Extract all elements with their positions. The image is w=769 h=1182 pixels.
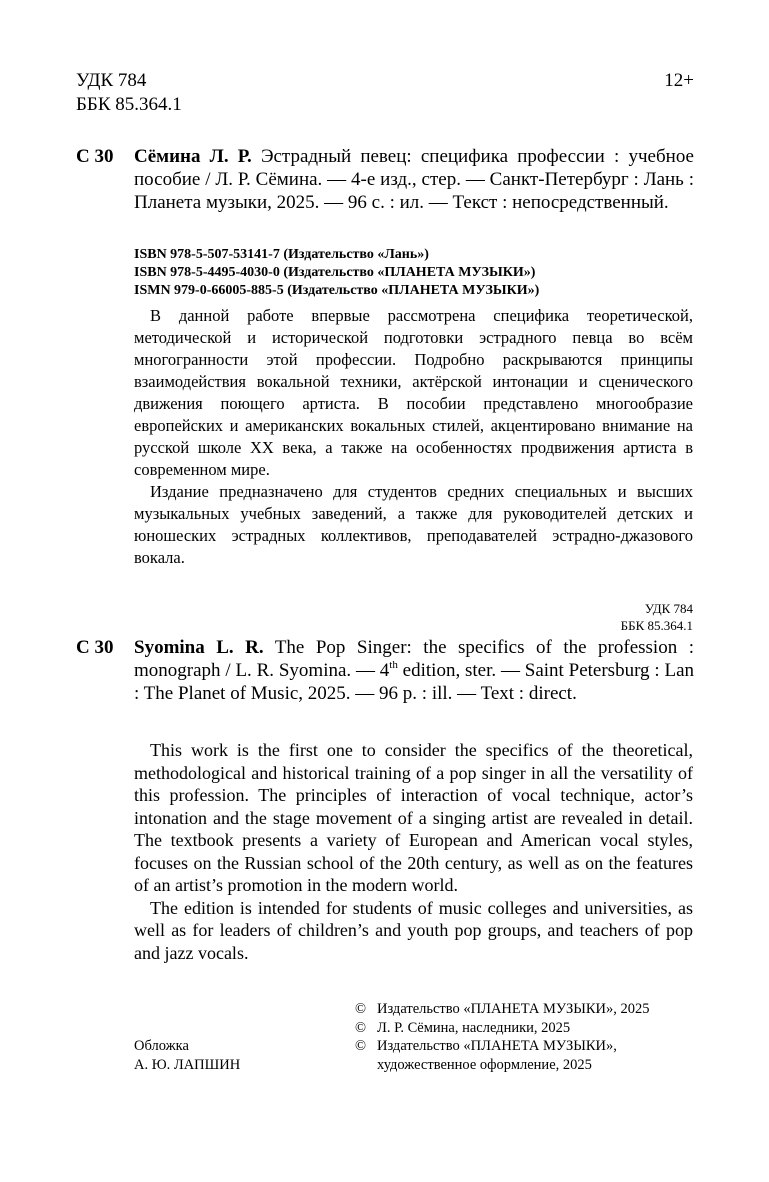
en-bibliographic-entry bbox=[134, 636, 694, 705]
isbn-planeta: ISBN 978-5-4495-4030-0 (Издательство «ПЛАНЕТА МУЗЫКИ») bbox=[134, 265, 536, 280]
copyright-continuation: художественное оформление, 2025 bbox=[377, 1056, 592, 1073]
header-udk: УДК 784 bbox=[76, 70, 147, 91]
copyright-line bbox=[355, 1000, 695, 1019]
copyright-line bbox=[355, 1037, 695, 1056]
copyright-text: Л. Р. Сёмина, наследники, 2025 bbox=[377, 1019, 571, 1036]
edition-superscript: th bbox=[389, 659, 398, 671]
ru-classification-bbk: ББК 85.364.1 bbox=[620, 618, 693, 633]
ru-abstract-paragraph: В данной работе впервые рассмотрена специфика теоретической, методической и исторической подготовки эстрадного певца во всём многогранности этой профессии. Подробно раскрываются принципы взаимодействия вокальной техники, актёрской интонации и сценического движения поющего артиста. В пособии представлено многообразие европейских и американских вокальных стилей, акцентировано внимание на русской школе XX века, а также на особенностях продвижения артиста в современном мире. bbox=[134, 306, 693, 479]
en-abstract-paragraph: The edition is intended for students of music colleges and universities, as well as for leaders of children’s and youth pop groups, and teachers of pop and jazz vocals. bbox=[134, 897, 693, 963]
en-entry-code: С 30 bbox=[76, 637, 114, 658]
ru-bibliographic-entry bbox=[134, 145, 694, 214]
ru-abstract bbox=[134, 305, 693, 569]
copyright-symbol: © bbox=[355, 1038, 367, 1054]
copyright-symbol: © bbox=[355, 1019, 367, 1036]
ru-abstract-paragraph: Издание предназначено для студентов средних специальных и высших музыкальных учебных заведений, а также для руководителей детских и юношеских эстрадных коллективов, преподавателей эстрадно-джазового вокала. bbox=[134, 482, 693, 567]
age-rating: 12+ bbox=[664, 70, 694, 91]
ru-identifiers bbox=[134, 246, 539, 300]
isbn-lan: ISBN 978-5-507-53141-7 (Издательство «Лань») bbox=[134, 247, 429, 262]
en-abstract bbox=[134, 739, 693, 964]
copyright-text: Издательство «ПЛАНЕТА МУЗЫКИ», 2025 bbox=[377, 1001, 650, 1017]
header-bbk: ББК 85.364.1 bbox=[76, 94, 182, 115]
ru-classification-udk: УДК 784 bbox=[644, 601, 693, 616]
copyright-text: Издательство «ПЛАНЕТА МУЗЫКИ», bbox=[377, 1038, 617, 1054]
en-entry-description: The Pop Singer: the specifics of the profession : monograph / L. R. Syomina. — 4 bbox=[134, 637, 694, 681]
cover-credit bbox=[134, 1037, 240, 1074]
copyright-symbol: © bbox=[355, 1001, 367, 1017]
ru-entry-author: Сёмина Л. Р. bbox=[134, 146, 252, 167]
ru-entry-description: Эстрадный певец: специфика профессии : учебное пособие / Л. Р. Сёмина. — 4-е изд., стер. — Санкт-Петербург : Лань : Планета музыки, 2025. — 96 с. : ил. — Текст : непосредственный. bbox=[134, 146, 694, 213]
cover-label: Обложка bbox=[134, 1038, 189, 1054]
ru-classification bbox=[560, 600, 693, 634]
ru-entry-code: С 30 bbox=[76, 146, 114, 167]
en-entry-description-rest: edition, ster. — Saint Petersburg : Lan : The Planet of Music, 2025. — 96 p. : ill. — Text : direct. bbox=[134, 660, 695, 704]
copyright-block bbox=[355, 1000, 695, 1074]
cover-artist: А. Ю. ЛАПШИН bbox=[134, 1056, 241, 1073]
en-entry-author: Syomina L. R. bbox=[134, 637, 264, 658]
en-abstract-paragraph: This work is the first one to consider the specifics of the theoretical, methodological and historical training of a pop singer in all the versatility of this profession. The principles of interaction of vocal technique, actor’s intonation and the stage movement of a singing artist are revealed in detail. The textbook presents a variety of European and American vocal styles, focuses on the Russian school of the 20th century, as well as on the features of an artist’s promotion in the modern world. bbox=[134, 740, 693, 895]
ismn-planeta: ISMN 979-0-66005-885-5 (Издательство «ПЛАНЕТА МУЗЫКИ») bbox=[134, 283, 540, 298]
copyright-line bbox=[355, 1019, 695, 1038]
header-classification bbox=[76, 69, 182, 117]
